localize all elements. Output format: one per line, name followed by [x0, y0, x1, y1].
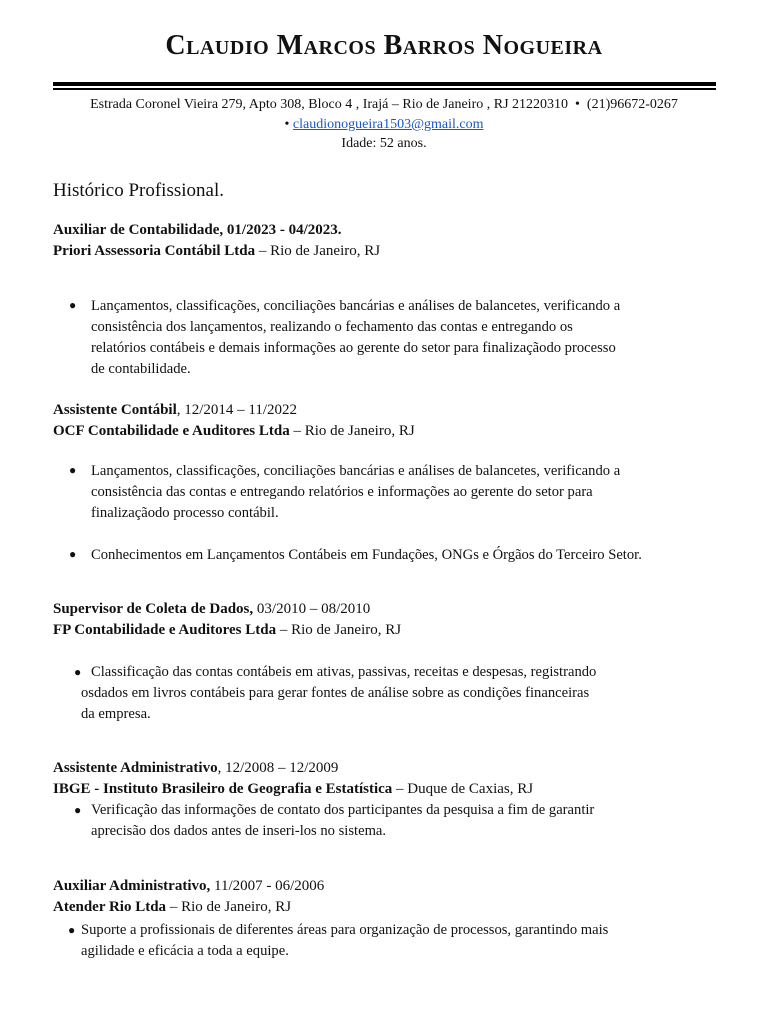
job-2-bullet-2 [91, 545, 642, 566]
bullet-line: Classificação das contas contábeis em ativas, passivas, receitas e despesas, registrando [91, 664, 597, 680]
email-link[interactable]: claudionogueira1503@gmail.com [292, 117, 484, 132]
bullet-marker: ● [68, 923, 76, 937]
job-4-bullet-1 [91, 800, 594, 842]
bullet-line: da empresa. [81, 706, 151, 722]
job-3 [53, 599, 401, 641]
job-1-bullet-1 [91, 296, 620, 380]
job-location: – Rio de Janeiro, RJ [289, 423, 415, 439]
separator-dot: • [575, 97, 580, 112]
bullet-marker: ● [74, 803, 82, 817]
bullet-marker: ● [74, 665, 82, 679]
age: Idade: 52 anos. [341, 136, 427, 151]
job-dates: 03/2010 – 08/2010 [253, 601, 371, 617]
bullet-line: aprecisão dos dados antes de inseri-los no sistema. [91, 823, 387, 839]
job-2 [53, 400, 415, 442]
contact-line [0, 97, 768, 113]
job-title: Supervisor de Coleta de Dados, [53, 601, 254, 617]
bullet-line: finalizaçãodo processo contábil. [91, 505, 279, 521]
email-bullet: • [284, 117, 290, 132]
bullet-line: Lançamentos, classificações, conciliações bancárias e análises de balancetes, verificando a [91, 298, 621, 314]
section-title: Histórico Profissional. [53, 180, 224, 201]
email-line [0, 117, 768, 133]
bullet-line: agilidade e eficácia a toda a equipe. [81, 943, 289, 959]
bullet-marker: ● [69, 547, 77, 561]
bullet-line: Suporte a profissionais de diferentes áreas para organização de processos, garantindo mais [81, 922, 609, 938]
job-location: – Rio de Janeiro, RJ [166, 899, 292, 915]
job-title: Assistente Contábil [53, 402, 177, 418]
job-5-bullet-1 [81, 920, 608, 962]
job-4 [53, 758, 533, 800]
job-5 [53, 876, 324, 918]
bullet-line: relatórios contábeis e demais informações ao gerente do setor para finalizaçãodo processo [91, 340, 616, 356]
job-location: – Duque de Caxias, RJ [392, 781, 534, 797]
bullet-marker: ● [69, 298, 77, 312]
job-dates: 11/2007 - 06/2006 [210, 878, 325, 894]
job-location: – Rio de Janeiro, RJ [276, 622, 402, 638]
job-location: – Rio de Janeiro, RJ [255, 243, 381, 259]
job-company: FP Contabilidade e Auditores Ltda [53, 622, 277, 638]
bullet-line: Verificação das informações de contato dos participantes da pesquisa a fim de garantir [91, 802, 595, 818]
bullet-marker: ● [69, 463, 77, 477]
job-dates: , 12/2014 – 11/2022 [176, 402, 298, 418]
job-1 [53, 220, 380, 262]
job-3-bullet-1 [81, 662, 596, 725]
bullet-line: Lançamentos, classificações, conciliações bancárias e análises de balancetes, verificando a [91, 463, 621, 479]
job-2-bullet-1 [91, 461, 620, 524]
bullet-line: de contabilidade. [91, 361, 191, 377]
job-title: Assistente Administrativo [53, 760, 218, 776]
job-dates: , 12/2008 – 12/2009 [217, 760, 339, 776]
job-title: Auxiliar Administrativo, [53, 878, 211, 894]
job-company: OCF Contabilidade e Auditores Ltda [53, 423, 290, 439]
job-company: Atender Rio Ltda [53, 899, 167, 915]
header-rule-thin [53, 88, 716, 90]
address: Estrada Coronel Vieira 279, Apto 308, Bloco 4 , Irajá – Rio de Janeiro , RJ 21220310 [90, 97, 569, 112]
candidate-name: Claudio Marcos Barros Nogueira [165, 30, 603, 61]
job-company: IBGE - Instituto Brasileiro de Geografia e Estatística [53, 781, 393, 797]
job-company: Priori Assessoria Contábil Ltda [53, 243, 256, 259]
header-rule-thick [53, 82, 716, 86]
phone: (21)96672-0267 [586, 97, 678, 112]
job-title: Auxiliar de Contabilidade, 01/2023 - 04/2023. [53, 222, 342, 238]
bullet-line: consistência das contas e entregando relatórios e informações ao gerente do setor para [91, 484, 593, 500]
bullet-line: consistência dos lançamentos, realizando o fechamento das contas e entregando os [91, 319, 573, 335]
bullet-line: Conhecimentos em Lançamentos Contábeis em Fundações, ONGs e Órgãos do Terceiro Setor. [91, 547, 642, 563]
bullet-line: osdados em livros contábeis para gerar fontes de análise sobre as condições financeiras [81, 685, 590, 701]
